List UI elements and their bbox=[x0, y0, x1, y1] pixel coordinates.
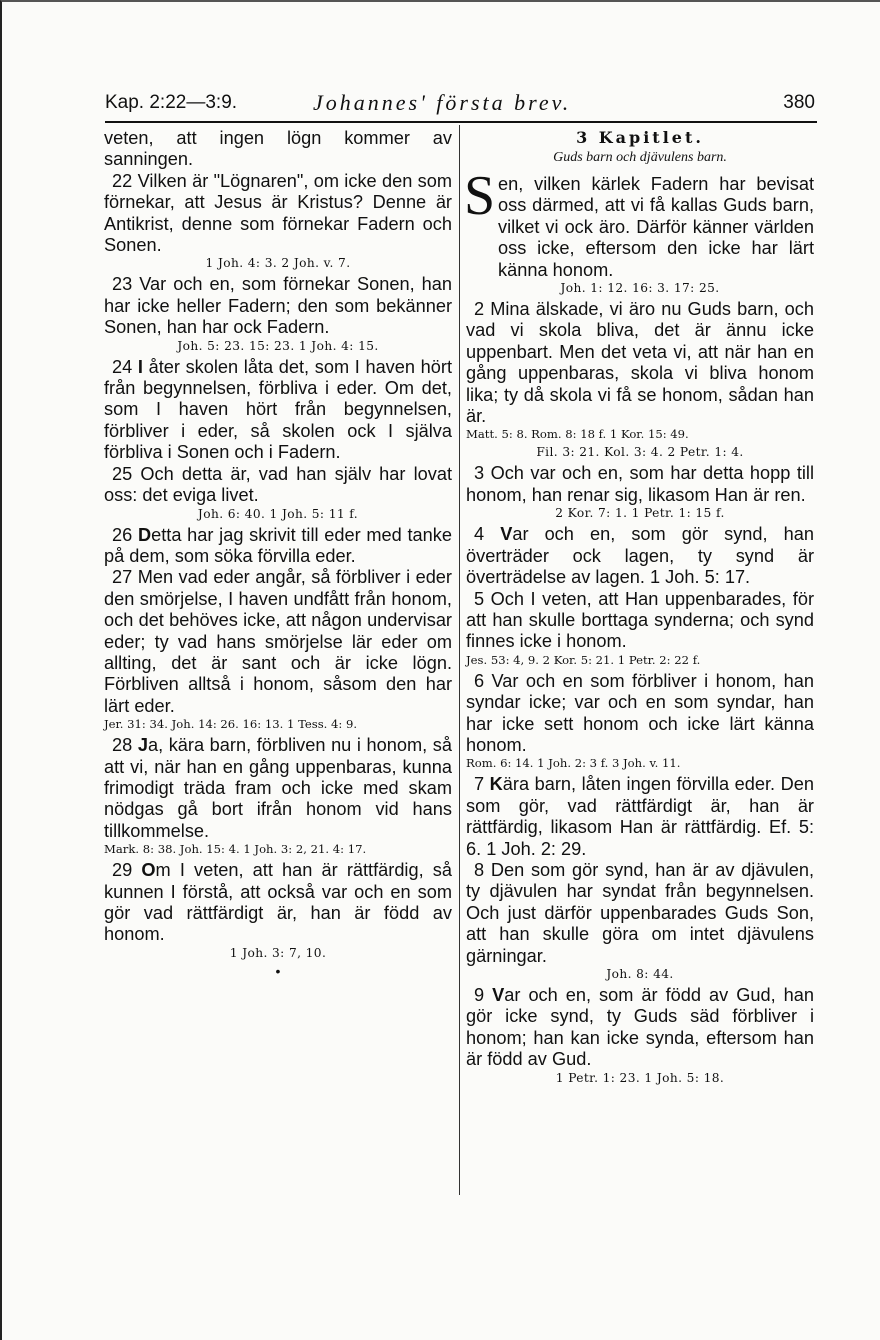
verse-number: 5 bbox=[474, 588, 491, 609]
verse-number: 26 bbox=[112, 524, 138, 545]
verse-text: Och I veten, att Han uppenbarades, för att han skulle borttaga synderna; och synd finnes icke i honom. bbox=[466, 588, 814, 652]
left-column bbox=[104, 128, 452, 978]
verse-text: ar och en, som är född av Gud, han gör icke synd, ty Guds säd förbliver i honom; han kan icke synda, eftersom han är född av Gud. bbox=[466, 985, 814, 1070]
verse-initial: V bbox=[500, 524, 513, 545]
verse-text: ar och en, som gör synd, han överträder ock lagen, ty synd är överträdelse av lagen. 1 Joh. 5: 17. bbox=[466, 524, 814, 588]
right-verse-9 bbox=[466, 985, 814, 1071]
verse-number: 23 bbox=[112, 274, 140, 295]
verse-number: 7 bbox=[474, 774, 490, 795]
book-title: Johannes' första brev. bbox=[313, 90, 572, 115]
verse-number: 6 bbox=[474, 670, 492, 691]
right-verse-3 bbox=[466, 463, 814, 506]
chapter-subtitle: Guds barn och djävulens barn. bbox=[553, 150, 727, 165]
verse-text: m I veten, att han är rättfärdig, så kunnen I förstå, att också var och en som gör vad rättfärdigt är, han är född av honom. bbox=[104, 860, 452, 945]
right-verse-5 bbox=[466, 589, 814, 653]
verse-number: 9 bbox=[474, 985, 493, 1005]
left-verse-25 bbox=[104, 464, 452, 507]
verse-text: Var och en som förbliver i honom, han syndar icke; var och en som syndar, han har icke sett honom och icke lärt känna honom. bbox=[466, 670, 814, 755]
page-number: 380 bbox=[783, 92, 815, 113]
left-verse-27 bbox=[104, 567, 452, 717]
verse-initial: K bbox=[489, 774, 503, 795]
verse-text: Var och en, som förnekar Sonen, han har icke heller Fadern; den som bekänner Sonen, han har ock Fadern. bbox=[104, 274, 452, 338]
chapter-range: Kap. 2:22—3:9. bbox=[105, 92, 238, 113]
right-verse-4 bbox=[466, 524, 814, 588]
verse-text: åter skolen låta det, som I haven hört från begynnelsen, förbliva i eder. Om det, som I haven hört från begynnelsen, förbliver i eder, så skolen ock I själva förbliva i Sonen och i Fadern. bbox=[104, 356, 452, 463]
verse-number: 24 bbox=[112, 356, 138, 377]
left-verse-26 bbox=[104, 525, 452, 568]
right-cross-reference: Rom. 6: 14. 1 Joh. 2: 3 f. 3 Joh. v. 11. bbox=[466, 756, 681, 771]
verse-initial: V bbox=[492, 985, 505, 1005]
verse-number: 8 bbox=[474, 859, 491, 880]
right-verse-8 bbox=[466, 860, 814, 967]
verse-number: 28 bbox=[112, 735, 138, 756]
drop-cap: S bbox=[464, 165, 496, 227]
page-header bbox=[105, 88, 817, 122]
left-cross-reference: Mark. 8: 38. Joh. 15: 4. 1 Joh. 3: 2, 21. 4: 17. bbox=[104, 842, 367, 857]
verse-number: 3 bbox=[474, 463, 491, 484]
verse-text: Den som gör synd, han är av djävulen, ty djävulen har syndat från begynnelsen. Och just därför uppenbarades Guds Son, att han skulle göra om intet djävulens gärningar. bbox=[466, 859, 814, 966]
header-rule bbox=[105, 121, 817, 123]
left-verse-22 bbox=[104, 171, 452, 257]
left-verse-24 bbox=[104, 357, 452, 464]
verse-text: a, kära barn, förbliven nu i honom, så att vi, när han en gång uppenbaras, kunna frimodigt träda fram och icke med skam nödgas gå bort ifrån honom vid hans tillkommelse. bbox=[104, 735, 452, 841]
right-cross-reference: 2 Kor. 7: 1. 1 Petr. 1: 15 f. bbox=[555, 506, 725, 521]
verse-initial: O bbox=[141, 860, 156, 881]
chapter-heading: 3 Kapitlet. bbox=[576, 128, 704, 147]
right-cross-reference: Matt. 5: 8. Rom. 8: 18 f. 1 Kor. 15: 49. bbox=[466, 427, 689, 442]
opening-text: en, vilken kärlek Fadern har bevisat oss därmed, att vi få kallas Guds barn, vilket vi ock äro. Därför känner världen oss icke, eftersom den icke har lärt känna honom. bbox=[498, 174, 814, 280]
verse-text: veten, att ingen lögn kommer av sanningen. bbox=[104, 128, 452, 170]
left-continuation bbox=[104, 128, 452, 171]
verse-text: Och detta är, vad han själv har lovat oss: det eviga livet. bbox=[104, 463, 452, 506]
verse-number: 4 bbox=[474, 524, 501, 545]
left-cross-reference: 1 Joh. 3: 7, 10. bbox=[229, 945, 327, 960]
right-column bbox=[466, 128, 814, 1089]
left-cross-reference: Joh. 5: 23. 15: 23. 1 Joh. 4: 15. bbox=[177, 338, 379, 353]
right-verse-7 bbox=[466, 774, 814, 860]
right-cross-reference: Joh. 1: 12. 16: 3. 17: 25. bbox=[560, 281, 720, 296]
right-verses bbox=[466, 281, 814, 1086]
verse-text: Och var och en, som har detta hopp till honom, han renar sig, likasom Han är ren. bbox=[466, 463, 815, 505]
verse-initial: D bbox=[137, 524, 152, 545]
verse-initial: J bbox=[137, 735, 148, 756]
right-verse-2 bbox=[466, 299, 814, 427]
right-cross-reference: Joh. 8: 44. bbox=[606, 967, 674, 981]
right-cross-reference: Fil. 3: 21. Kol. 3: 4. 2 Petr. 1: 4. bbox=[536, 445, 744, 460]
column-divider bbox=[459, 125, 460, 1195]
verse-initial: I bbox=[137, 356, 143, 377]
left-cross-reference: Joh. 6: 40. 1 Joh. 5: 11 f. bbox=[197, 506, 359, 521]
left-verse-28 bbox=[104, 735, 452, 842]
verse-text: ära barn, låten ingen förvilla eder. Den som gör, vad rättfärdigt är, han är rättfärdig, likasom Han är rättfärdig. Ef. 5: 6. 1 Joh. 2: 29. bbox=[466, 774, 815, 859]
verse-number: 27 bbox=[112, 567, 138, 588]
verse-text: Vilken är "Lögnaren", om icke den som förnekar, att Jesus är Kristus? Denne är Antikrist, denne som förnekar Fadern och Sonen. bbox=[104, 170, 452, 256]
verse-number: 22 bbox=[112, 170, 138, 191]
opening-paragraph bbox=[464, 165, 814, 281]
verse-text: Men vad eder angår, så förbliver i eder den smörjelse, I haven undfått från honom, och det behöves icke, att någon undervisar eder; ty vad hans smörjelse lär eder om allting, det är sant och är icke lögn. Förbliven alltså i honom, såsom den har lärt eder. bbox=[104, 567, 452, 716]
left-verse-23 bbox=[104, 274, 452, 338]
left-cross-reference: 1 Joh. 4: 3. 2 Joh. v. 7. bbox=[205, 256, 351, 271]
verse-text: Mina älskade, vi äro nu Guds barn, och vad vi skola bliva, det är ännu icke uppenbart. Men det veta vi, att när han en gång uppenbaras, skola vi bliva honom lika; ty då skola vi få se honom, sådan han är. bbox=[466, 299, 814, 427]
verse-number: 25 bbox=[112, 463, 141, 484]
left-cross-reference: Jer. 31: 34. Joh. 14: 26. 16: 13. 1 Tess. 4: 9. bbox=[104, 717, 358, 732]
left-verse-29 bbox=[104, 860, 452, 946]
verse-number: 2 bbox=[474, 299, 491, 320]
verse-text: etta har jag skrivit till eder med tanke på dem, som söka förvilla eder. bbox=[104, 524, 452, 566]
end-mark: • bbox=[275, 962, 281, 979]
right-cross-reference: 1 Petr. 1: 23. 1 Joh. 5: 18. bbox=[555, 1070, 725, 1085]
right-verse-6 bbox=[466, 671, 814, 757]
right-cross-reference: Jes. 53: 4, 9. 2 Kor. 5: 21. 1 Petr. 2: 22 f. bbox=[466, 652, 701, 667]
verse-number: 29 bbox=[112, 860, 142, 881]
